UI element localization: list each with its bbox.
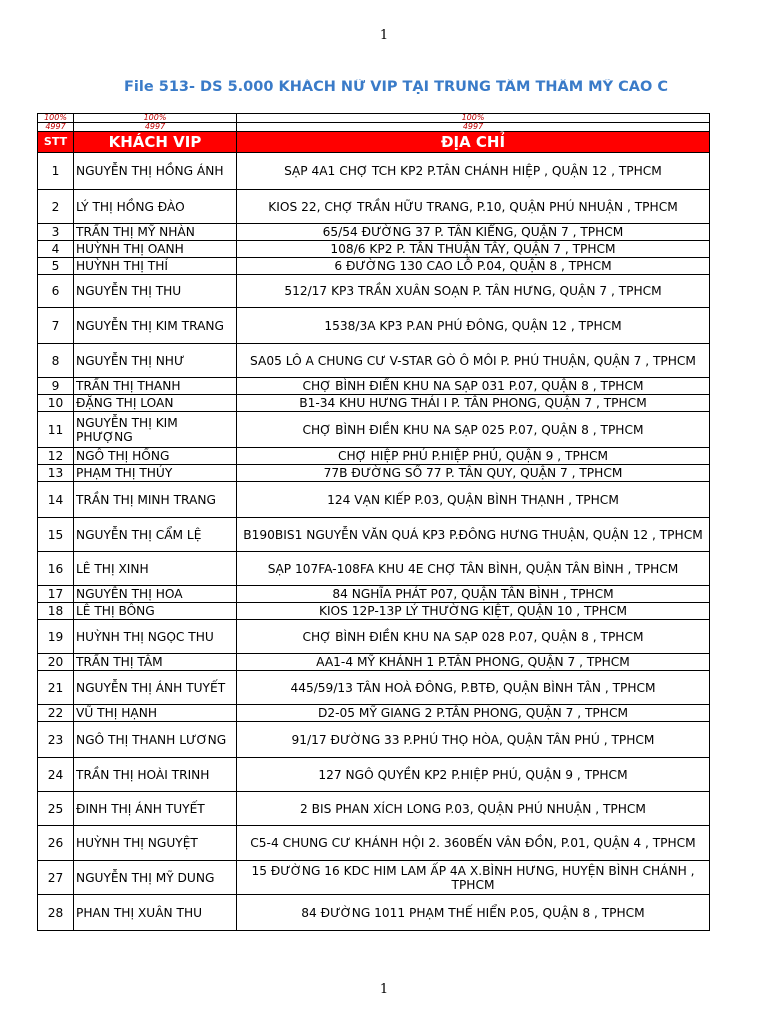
page-number-bottom: 1 <box>379 982 389 997</box>
table-row <box>38 552 710 586</box>
row-name: NGUYỄN THỊ MỸ DUNG <box>74 861 237 895</box>
row-name: NGUYỄN THỊ KIM TRANG <box>74 308 237 344</box>
table-row <box>38 395 710 412</box>
meta-cell: 4997 <box>237 123 710 132</box>
row-name: TRẦN THỊ MỸ NHÀN <box>74 224 237 241</box>
row-address: B1-34 KHU HƯNG THÁI I P. TÂN PHONG, QUẬN 7 , TPHCM <box>237 395 710 412</box>
row-stt: 12 <box>38 448 74 465</box>
row-address: 91/17 ĐƯỜNG 33 P.PHÚ THỌ HÒA, QUẬN TÂN PHÚ , TPHCM <box>237 722 710 758</box>
row-name: NGUYỄN THỊ HỒNG ÁNH <box>74 153 237 190</box>
meta-cell: 4997 <box>38 123 74 132</box>
row-stt: 20 <box>38 654 74 671</box>
header-stt: STT <box>38 132 74 153</box>
row-address: AA1-4 MỸ KHÁNH 1 P.TÂN PHONG, QUẬN 7 , TPHCM <box>237 654 710 671</box>
row-name: NGUYỄN THỊ ÁNH TUYẾT <box>74 671 237 705</box>
row-address: 108/6 KP2 P. TÂN THUẬN TÂY, QUẬN 7 , TPHCM <box>237 241 710 258</box>
row-address: KIOS 12P-13P LÝ THƯỜNG KIỆT, QUẬN 10 , TPHCM <box>237 603 710 620</box>
table-row <box>38 620 710 654</box>
table-row <box>38 448 710 465</box>
row-name: HUỲNH THỊ NGUYỆT <box>74 826 237 861</box>
row-stt: 14 <box>38 482 74 518</box>
row-stt: 5 <box>38 258 74 275</box>
row-name: TRẦN THỊ HOÀI TRINH <box>74 758 237 792</box>
row-address: 127 NGÔ QUYỀN KP2 P.HIỆP PHÚ, QUẬN 9 , TPHCM <box>237 758 710 792</box>
row-address: D2-05 MỸ GIANG 2 P.TÂN PHONG, QUẬN 7 , TPHCM <box>237 705 710 722</box>
row-stt: 23 <box>38 722 74 758</box>
table-row <box>38 861 710 895</box>
table-row <box>38 895 710 931</box>
table-row <box>38 586 710 603</box>
row-stt: 2 <box>38 190 74 224</box>
row-stt: 11 <box>38 412 74 448</box>
table-row <box>38 344 710 378</box>
row-address: KIOS 22, CHỢ TRẦN HỮU TRANG, P.10, QUẬN PHÚ NHUẬN , TPHCM <box>237 190 710 224</box>
meta-row-percent <box>38 114 710 123</box>
meta-row-count <box>38 123 710 132</box>
row-address: 445/59/13 TÂN HOÀ ĐÔNG, P.BTĐ, QUẬN BÌNH TÂN , TPHCM <box>237 671 710 705</box>
row-address: 124 VẠN KIẾP P.03, QUẬN BÌNH THẠNH , TPHCM <box>237 482 710 518</box>
table-row <box>38 378 710 395</box>
table-row <box>38 241 710 258</box>
table-row <box>38 603 710 620</box>
table-row <box>38 224 710 241</box>
table-row <box>38 705 710 722</box>
page-number-top: 1 <box>379 28 389 43</box>
row-name: NGUYỄN THỊ NHƯ <box>74 344 237 378</box>
row-address: 84 ĐƯỜNG 1011 PHẠM THẾ HIỂN P.05, QUẬN 8 , TPHCM <box>237 895 710 931</box>
table-row <box>38 518 710 552</box>
row-address: CHỢ BÌNH ĐIỀN KHU NA SẠP 025 P.07, QUẬN 8 , TPHCM <box>237 412 710 448</box>
row-name: HUỲNH THỊ NGỌC THU <box>74 620 237 654</box>
row-name: NGUYỄN THỊ CẨM LỆ <box>74 518 237 552</box>
row-name: HUỲNH THỊ OANH <box>74 241 237 258</box>
row-name: ĐINH THỊ ÁNH TUYẾT <box>74 792 237 826</box>
row-stt: 3 <box>38 224 74 241</box>
row-address: CHỢ BÌNH ĐIỀN KHU NA SẠP 031 P.07, QUẬN 8 , TPHCM <box>237 378 710 395</box>
row-stt: 1 <box>38 153 74 190</box>
row-stt: 17 <box>38 586 74 603</box>
row-address: B190BIS1 NGUYỄN VĂN QUÁ KP3 P.ĐÔNG HƯNG THUẬN, QUẬN 12 , TPHCM <box>237 518 710 552</box>
row-stt: 21 <box>38 671 74 705</box>
row-stt: 28 <box>38 895 74 931</box>
table-row <box>38 792 710 826</box>
row-address: SA05 LÔ A CHUNG CƯ V-STAR GÒ Ô MÔI P. PHÚ THUẬN, QUẬN 7 , TPHCM <box>237 344 710 378</box>
table-row <box>38 758 710 792</box>
table-row <box>38 153 710 190</box>
row-stt: 16 <box>38 552 74 586</box>
row-stt: 27 <box>38 861 74 895</box>
row-name: PHẠM THỊ THÚY <box>74 465 237 482</box>
row-name: LÝ THỊ HỒNG ĐÀO <box>74 190 237 224</box>
row-address: SẠP 4A1 CHỢ TCH KP2 P.TÂN CHÁNH HIỆP , QUẬN 12 , TPHCM <box>237 153 710 190</box>
table-row <box>38 671 710 705</box>
row-name: TRẦN THỊ TÂM <box>74 654 237 671</box>
row-name: LÊ THỊ BÔNG <box>74 603 237 620</box>
row-address: C5-4 CHUNG CƯ KHÁNH HỘI 2. 360BẾN VÂN ĐỒN, P.01, QUẬN 4 , TPHCM <box>237 826 710 861</box>
header-name: KHÁCH VIP <box>74 132 237 153</box>
table-row <box>38 412 710 448</box>
row-address: 512/17 KP3 TRẦN XUÂN SOẠN P. TÂN HƯNG, QUẬN 7 , TPHCM <box>237 275 710 308</box>
row-address: 84 NGHĨA PHÁT P07, QUẬN TÂN BÌNH , TPHCM <box>237 586 710 603</box>
row-name: NGÔ THỊ THANH LƯƠNG <box>74 722 237 758</box>
header-address: ĐỊA CHỈ <box>237 132 710 153</box>
row-name: ĐẶNG THỊ LOAN <box>74 395 237 412</box>
row-stt: 13 <box>38 465 74 482</box>
row-name: NGUYỄN THỊ HOA <box>74 586 237 603</box>
row-stt: 8 <box>38 344 74 378</box>
meta-cell: 100% <box>237 114 710 123</box>
row-stt: 7 <box>38 308 74 344</box>
row-stt: 10 <box>38 395 74 412</box>
row-address: 77B ĐƯỜNG SỐ 77 P. TÂN QUY, QUẬN 7 , TPHCM <box>237 465 710 482</box>
table-row <box>38 308 710 344</box>
table-row <box>38 190 710 224</box>
row-name: TRẦN THỊ THANH <box>74 378 237 395</box>
row-name: NGUYỄN THỊ THU <box>74 275 237 308</box>
row-name: NGÔ THỊ HỒNG <box>74 448 237 465</box>
row-address: 15 ĐƯỜNG 16 KDC HIM LAM ẤP 4A X.BÌNH HƯNG, HUYỆN BÌNH CHÁNH , TPHCM <box>237 861 710 895</box>
customer-table <box>37 113 710 931</box>
meta-cell: 100% <box>38 114 74 123</box>
row-address: 6 ĐƯỜNG 130 CAO LỖ P.04, QUẬN 8 , TPHCM <box>237 258 710 275</box>
table-row <box>38 654 710 671</box>
row-address: CHỢ HIỆP PHÚ P.HIỆP PHÚ, QUẬN 9 , TPHCM <box>237 448 710 465</box>
table-row <box>38 465 710 482</box>
meta-cell: 100% <box>74 114 237 123</box>
row-name: LÊ THỊ XINH <box>74 552 237 586</box>
row-name: VŨ THỊ HẠNH <box>74 705 237 722</box>
table-row <box>38 258 710 275</box>
row-stt: 22 <box>38 705 74 722</box>
row-name: HUỲNH THỊ THỈ <box>74 258 237 275</box>
row-stt: 24 <box>38 758 74 792</box>
row-address: 2 BIS PHAN XÍCH LONG P.03, QUẬN PHÚ NHUẬN , TPHCM <box>237 792 710 826</box>
table-row <box>38 482 710 518</box>
row-stt: 26 <box>38 826 74 861</box>
row-name: NGUYỄN THỊ KIM PHƯỢNG <box>74 412 237 448</box>
row-stt: 15 <box>38 518 74 552</box>
row-name: TRẦN THỊ MINH TRANG <box>74 482 237 518</box>
row-stt: 18 <box>38 603 74 620</box>
meta-cell: 4997 <box>74 123 237 132</box>
document-title: File 513- DS 5.000 KHÁCH NỮ VIP TẠI TRUNG TÂM THẨM MỸ CAO C <box>124 79 669 95</box>
table-row <box>38 826 710 861</box>
row-stt: 25 <box>38 792 74 826</box>
row-name: PHAN THỊ XUÂN THU <box>74 895 237 931</box>
row-stt: 9 <box>38 378 74 395</box>
row-address: 1538/3A KP3 P.AN PHÚ ĐÔNG, QUẬN 12 , TPHCM <box>237 308 710 344</box>
row-stt: 4 <box>38 241 74 258</box>
header-row <box>38 132 710 153</box>
row-stt: 6 <box>38 275 74 308</box>
row-address: CHỢ BÌNH ĐIỀN KHU NA SẠP 028 P.07, QUẬN 8 , TPHCM <box>237 620 710 654</box>
table-row <box>38 722 710 758</box>
row-stt: 19 <box>38 620 74 654</box>
row-address: 65/54 ĐƯỜNG 37 P. TÂN KIỂNG, QUẬN 7 , TPHCM <box>237 224 710 241</box>
row-address: SẠP 107FA-108FA KHU 4E CHỢ TÂN BÌNH, QUẬN TÂN BÌNH , TPHCM <box>237 552 710 586</box>
table-row <box>38 275 710 308</box>
